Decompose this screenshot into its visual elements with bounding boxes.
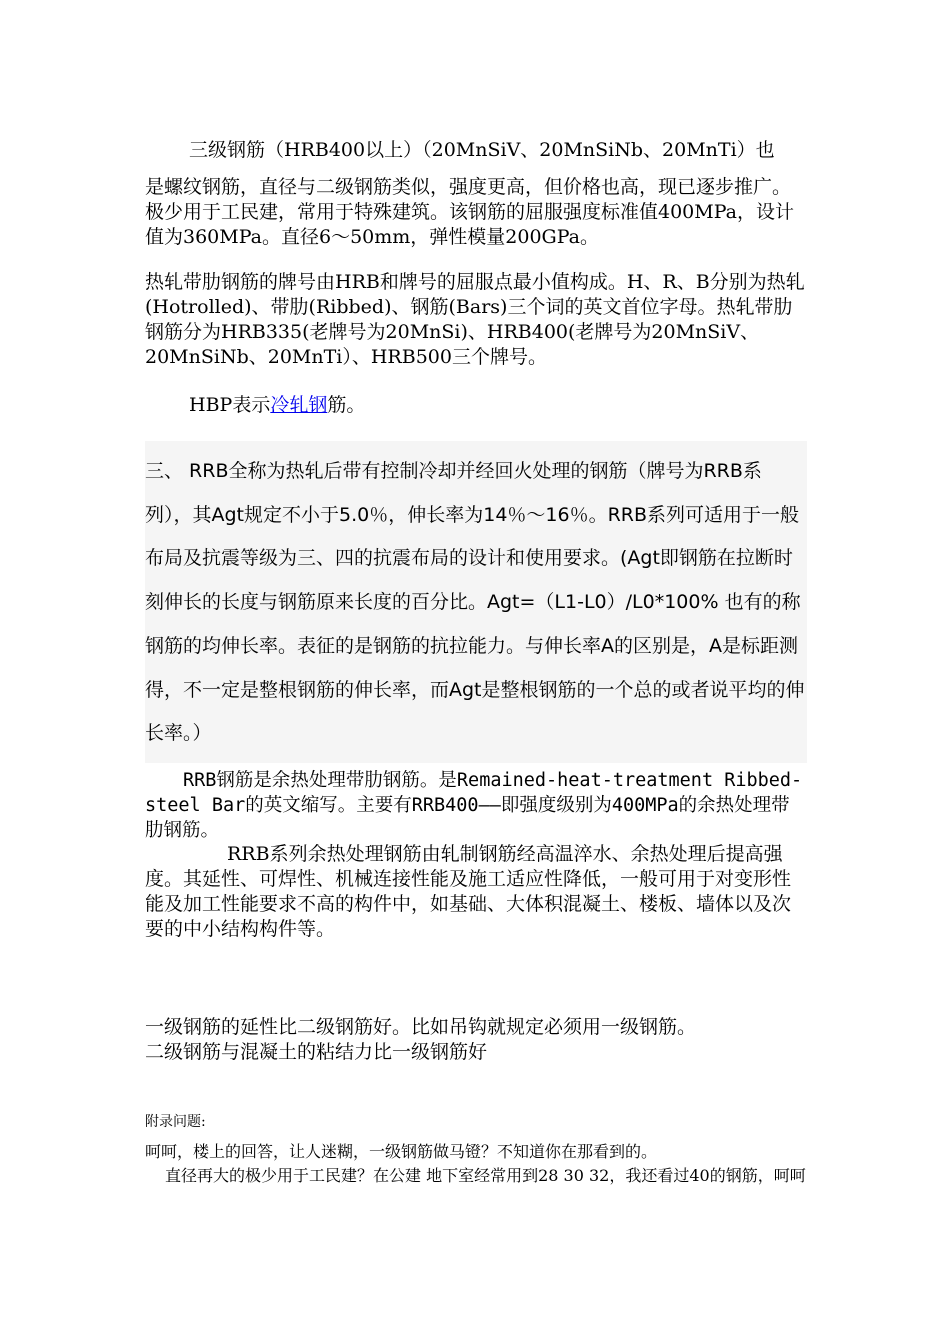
cold-rolled-steel-link[interactable]: 冷轧钢 bbox=[270, 394, 328, 416]
appendix-comment-2: 直径再大的极少用于工民建？在公建 地下室经常用到28 30 32，我还看过40的钢筋，呵呵 bbox=[165, 1166, 806, 1185]
paragraph-hrb400 bbox=[145, 138, 807, 250]
paragraph-hbp bbox=[145, 393, 807, 418]
paragraph-rrb-definition: 三、 RRB全称为热轧后带有控制冷却并经回火处理的钢筋（牌号为RRB系列），其Agt规定不小于5.0％，伸长率为14％～16％。RRB系列可适用于一般布局及抗震等级为三、四的抗震布局的设计和使用要求。(Agt即钢筋在拉断时刻伸长的长度与钢筋原来长度的百分比。Agt=（L1-L0）/L0*100% 也有的称钢筋的均伸长率。表征的是钢筋的抗拉能力。与伸长率A的区别是，A是标距测得，不一定是整根钢筋的伸长率，而Agt是整根钢筋的一个总的或者说平均的伸长率。） bbox=[145, 460, 805, 745]
paragraph-rrb-abbreviation: RRB钢筋是余热处理带肋钢筋。是Remained-heat-treatment Ribbed-steel Bar的英文缩写。主要有RRB400——即强度级别为400MPa的余热处理带肋钢筋。 bbox=[145, 770, 803, 841]
paragraph-ductility bbox=[145, 1015, 807, 1065]
paragraph-rrb-properties: RRB系列余热处理钢筋由轧制钢筋经高温淬水、余热处理后提高强度。其延性、可焊性、机械连接性能及施工适应性降低，一般可用于对变形性能及加工性能要求不高的构件中，如基础、大体积混凝土、楼板、墙体以及次要的中小结构构件等。 bbox=[145, 843, 792, 940]
ductility-line-1: 一级钢筋的延性比二级钢筋好。比如吊钩就规定必须用一级钢筋。 bbox=[145, 1016, 697, 1038]
paragraph-hrb-grade-naming: 热轧带肋钢筋的牌号由HRB和牌号的屈服点最小值构成。H、R、B分别为热轧(Hotrolled)、带肋(Ribbed)、钢筋(Bars)三个词的英文首位字母。热轧带肋钢筋分为HRB335(老牌号为20MnSi)、HRB400(老牌号为20MnSiV、20MnSiNb、20MnTi）、HRB500三个牌号。 bbox=[145, 271, 805, 368]
hbp-text-after: 筋。 bbox=[327, 394, 366, 416]
paragraph-hrb400-first-line: 三级钢筋（HRB400以上）（20MnSiV、20MnSiNb、20MnTi）也 bbox=[189, 139, 775, 161]
paragraph-hrb400-body: 是螺纹钢筋，直径与二级钢筋类似，强度更高，但价格也高，现已逐步推广。极少用于工民建，常用于特殊建筑。该钢筋的屈服强度标准值400MPa，设计值为360MPa。直径6～50mm，弹性模量200GPa。 bbox=[145, 176, 794, 248]
hbp-text-before: HBP表示 bbox=[189, 394, 271, 416]
appendix-title: 附录问题: bbox=[145, 1114, 206, 1130]
appendix-comments bbox=[145, 1140, 807, 1188]
appendix-comment-1: 呵呵，楼上的回答，让人迷糊，一级钢筋做马镫？不知道你在那看到的。 bbox=[145, 1142, 658, 1161]
ductility-line-2: 二级钢筋与混凝土的粘结力比一级钢筋好 bbox=[145, 1041, 488, 1063]
